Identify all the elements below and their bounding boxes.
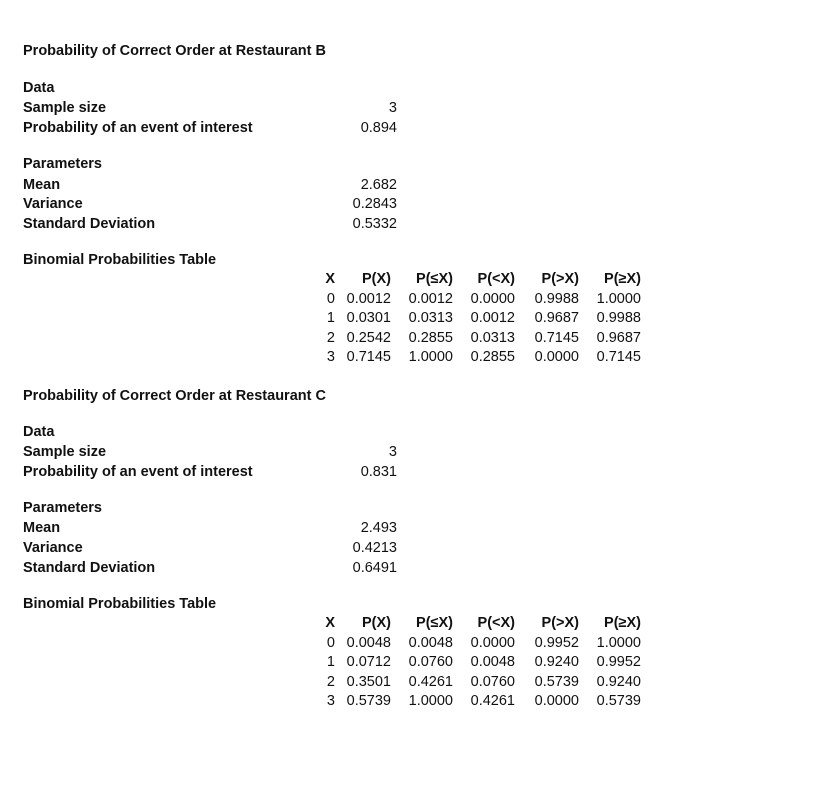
probability-value: 0.894 <box>360 120 397 136</box>
sd-label: Standard Deviation <box>23 216 156 232</box>
table-cell: 0.9687 <box>596 329 641 346</box>
mean-label: Mean <box>23 520 61 536</box>
table-row <box>321 634 641 654</box>
table-cell: 3 <box>326 693 335 710</box>
col-header: P(>X) <box>541 615 579 631</box>
table-cell: 0.0000 <box>534 693 579 710</box>
table-header-row <box>321 614 641 634</box>
table-cell: 0.0048 <box>470 654 515 671</box>
sample-size-label: Sample size <box>23 100 107 116</box>
table-row <box>321 673 641 693</box>
table-cell: 0.9687 <box>534 310 579 327</box>
table-title: Binomial Probabilities Table <box>23 252 217 268</box>
mean-value: 2.493 <box>360 520 397 536</box>
sample-size-value: 3 <box>388 100 397 116</box>
table-cell: 0.0712 <box>346 654 391 671</box>
col-header: P(≥X) <box>604 615 641 631</box>
col-header: P(<X) <box>477 615 515 631</box>
table-cell: 0.0012 <box>346 290 391 307</box>
col-header: P(X) <box>362 271 391 287</box>
table-cell: 0 <box>326 634 335 651</box>
binomial-table <box>321 614 641 712</box>
table-cell: 0.9240 <box>534 654 579 671</box>
col-header: X <box>325 271 335 287</box>
table-cell: 1.0000 <box>596 290 641 307</box>
mean-label: Mean <box>23 177 61 193</box>
table-cell: 0.5739 <box>534 673 579 690</box>
col-header: P(≤X) <box>416 615 453 631</box>
table-cell: 0.9952 <box>534 634 579 651</box>
table-cell: 0.0760 <box>470 673 515 690</box>
col-header: P(<X) <box>477 271 515 287</box>
table-cell: 0.0048 <box>346 634 391 651</box>
table-cell: 0.0000 <box>534 349 579 366</box>
table-cell: 0.0012 <box>408 290 453 307</box>
col-header: X <box>325 615 335 631</box>
table-cell: 3 <box>326 349 335 366</box>
data-heading: Data <box>23 80 55 96</box>
table-cell: 0 <box>326 290 335 307</box>
table-cell: 0.0313 <box>408 310 453 327</box>
probability-label: Probability of an event of interest <box>23 464 253 480</box>
table-row <box>321 692 641 712</box>
variance-label: Variance <box>23 196 83 212</box>
table-cell: 0.0048 <box>408 634 453 651</box>
parameters-heading: Parameters <box>23 156 102 172</box>
sd-value: 0.6491 <box>352 560 397 576</box>
table-cell: 2 <box>326 673 335 690</box>
col-header: P(≥X) <box>604 271 641 287</box>
sample-size-label: Sample size <box>23 444 107 460</box>
col-header: P(>X) <box>541 271 579 287</box>
table-cell: 0.0000 <box>470 290 515 307</box>
variance-label: Variance <box>23 540 83 556</box>
probability-label: Probability of an event of interest <box>23 120 253 136</box>
table-cell: 0.4261 <box>470 693 515 710</box>
table-cell: 0.2855 <box>470 349 515 366</box>
table-cell: 0.0012 <box>470 310 515 327</box>
data-heading: Data <box>23 424 55 440</box>
table-cell: 0.2855 <box>408 329 453 346</box>
table-cell: 0.7145 <box>534 329 579 346</box>
sd-value: 0.5332 <box>352 216 397 232</box>
table-cell: 0.7145 <box>596 349 641 366</box>
table-cell: 1.0000 <box>596 634 641 651</box>
table-row <box>321 653 641 673</box>
table-cell: 1.0000 <box>408 349 453 366</box>
col-header: P(X) <box>362 615 391 631</box>
table-cell: 1 <box>326 654 335 671</box>
sd-label: Standard Deviation <box>23 560 156 576</box>
variance-value: 0.2843 <box>352 196 397 212</box>
sample-size-value: 3 <box>388 444 397 460</box>
section-title: Probability of Correct Order at Restaurant C <box>23 388 326 404</box>
table-cell: 1.0000 <box>408 693 453 710</box>
table-cell: 0.9988 <box>534 290 579 307</box>
probability-value: 0.831 <box>360 464 397 480</box>
table-cell: 0.5739 <box>596 693 641 710</box>
table-cell: 0.9240 <box>596 673 641 690</box>
table-cell: 0.5739 <box>346 693 391 710</box>
table-cell: 1 <box>326 310 335 327</box>
table-cell: 0.0313 <box>470 329 515 346</box>
parameters-heading: Parameters <box>23 500 102 516</box>
table-cell: 0.2542 <box>346 329 391 346</box>
col-header: P(≤X) <box>416 271 453 287</box>
table-cell: 0.3501 <box>346 673 391 690</box>
table-cell: 0.4261 <box>408 673 453 690</box>
table-cell: 0.0760 <box>408 654 453 671</box>
table-cell: 0.0000 <box>470 634 515 651</box>
table-cell: 0.9988 <box>596 310 641 327</box>
mean-value: 2.682 <box>360 177 397 193</box>
table-cell: 0.9952 <box>596 654 641 671</box>
section-title: Probability of Correct Order at Restaurant B <box>23 43 326 59</box>
table-cell: 2 <box>326 329 335 346</box>
table-cell: 0.7145 <box>346 349 391 366</box>
variance-value: 0.4213 <box>352 540 397 556</box>
table-cell: 0.0301 <box>346 310 391 327</box>
table-title: Binomial Probabilities Table <box>23 596 217 612</box>
